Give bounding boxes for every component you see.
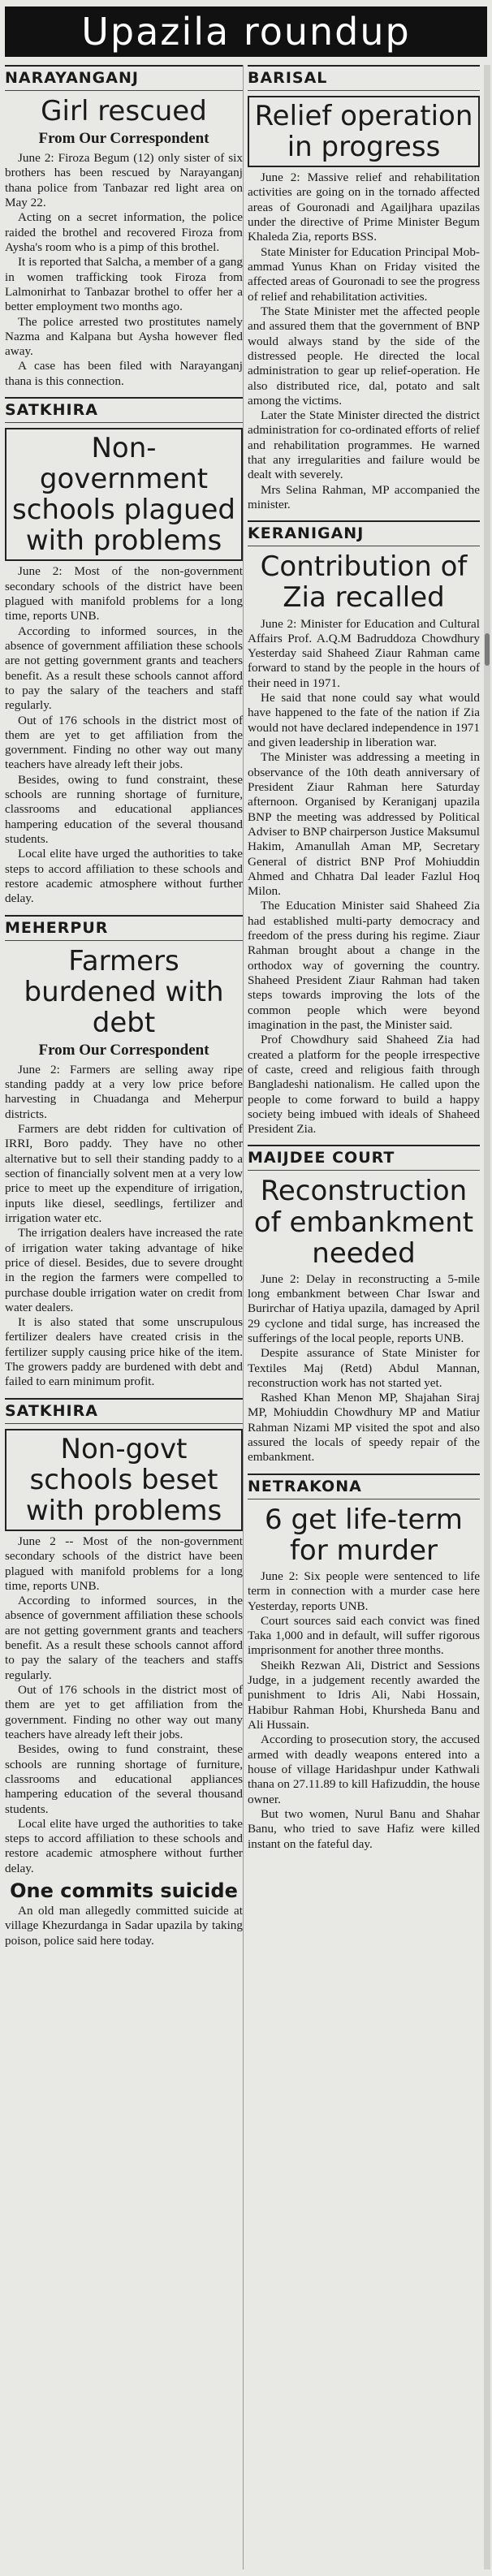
story (248, 65, 480, 512)
column-divider (243, 65, 244, 2570)
paragraph: A case has been filed with Narayanganj thana is this connection. (5, 359, 243, 388)
paragraph: June 2: Farmers are selling away ripe standing paddy at a very low price before harvesting in Chuadanga and Meherpur districts. (5, 1062, 243, 1121)
district-label: NETRAKONA (248, 1474, 480, 1499)
paragraph: According to informed sources, in the absence of government affiliation these schools are not getting government grants and teachers benefit. As a result these schools cannot afford to pay the salary of the teachers and staffs regularly. (5, 1594, 243, 1682)
paragraph: The police arrested two prostitutes namely Nazma and Kalpana but Aysha however fled away. (5, 314, 243, 359)
vertical-scrollbar[interactable] (484, 65, 490, 2570)
paragraph: June 2: Massive relief and rehabilitation activities are going on in the tornado affected areas of Gouronadi and Agailjhara upazilas under the directive of Prime Minister Begum Khaleda Zia, reports BSS. (248, 170, 480, 244)
district-label: SATKHIRA (5, 1398, 243, 1424)
district-label: MAIJDEE COURT (248, 1145, 480, 1171)
paragraph: June 2: Six people were sentenced to life term in connection with a murder case here Yesterday, reports UNB. (248, 1568, 480, 1613)
story (5, 915, 243, 1390)
paragraph: Court sources said each convict was fined Taka 1,000 and in default, will suffer rigorous imprisonment for another three months. (248, 1613, 480, 1658)
paragraph: Local elite have urged the authorities to take steps to accord affiliation to these schools and restore academic atmosphere without further delay. (5, 847, 243, 906)
paragraph: June 2: Firoza Begum (12) only sister of six brothers has been rescued by Narayanganj thana police from Tanbazar red light area on May 22. (5, 151, 243, 210)
paragraph: He said that none could say what would have happened to the fate of the nation if Zia would not have declared independence in 1971 and given leadership in liberation war. (248, 691, 480, 749)
paragraph: The State Minister met the affected people and assured them that the government of BNP would always stand by the side of the distressed people. He directed the local administration to gear up relief-operation. He also distributed rice, dal, potato and salt among the victims. (248, 304, 480, 408)
story (248, 1474, 480, 1852)
district-label: NARAYANGANJ (5, 65, 243, 91)
paragraph: June 2: Delay in reconstructing a 5-mile long embankment between Char Iswar and Burirchar of Hatiya upazila, damaged by April 29 cyclone and tidal surge, has increased the sufferings of the local people, reports UNB. (248, 1271, 480, 1345)
paragraph: Rashed Khan Menon MP, Shajahan Siraj MP, Mohiuddin Chowdhury MP and Matiur Rahman Nizami MP visited the spot and also assured the locals of speedy repair of the embankment. (248, 1391, 480, 1465)
scrollbar-thumb[interactable] (485, 633, 490, 666)
story (248, 1145, 480, 1465)
paragraph: It is reported that Salcha, a member of a gang in women trafficking took Firoza from Lalmonirhat to Tanbazar brothel to offer her a better employment two months ago. (5, 255, 243, 314)
district-label: MEHERPUR (5, 915, 243, 941)
district-label: KERANIGANJ (248, 520, 480, 546)
paragraph: Besides, owing to fund constraint, these schools are running shortage of furniture, classrooms and educational appliances hampering education of the several thousand students. (5, 772, 243, 847)
paragraph: Besides, owing to fund constraint, these schools are running shortage of furniture, classrooms and educational appliances hampering education of the several thousand students. (5, 1742, 243, 1816)
story (5, 1398, 243, 1948)
paragraph: The Education Minister said Shaheed Zia had established multi-party democracy and freedom of the press during his regime. Ziaur Rahman brought about a change in the orthodox way of governing the country. Shaheed President Ziaur Rahman had taken steps towards improving the lots of the common people which were beyond imagination in the past, the Minister said. (248, 899, 480, 1032)
headline: Non-govt schools beset with problems (5, 1429, 243, 1531)
headline: Relief operation in progress (248, 96, 480, 167)
paragraph: But two women, Nurul Banu and Shahar Banu, who tried to save Hafiz were killed instant on the fateful day. (248, 1806, 480, 1851)
headline: Reconstruction of embankment needed (253, 1175, 474, 1270)
byline: From Our Correspondent (38, 130, 209, 148)
paragraph: June 2: Most of the non-government secondary schools of the district have been plagued with manifold problems for a long time, reports UNB. (5, 564, 243, 624)
paragraph: Farmers are debt ridden for cultivation of IRRI, Boro paddy. They have no other alternative but to sell their standing paddy to a section of financially solvent men at a very low price to meet up the expenditure of irrigation, inputs like diesel, seedlings, fertilizer and irrigation water etc. (5, 1122, 243, 1225)
paragraph: June 2 -- Most of the non-government secondary schools of the district have been plagued with manifold problems for a long time, reports UNB. (5, 1534, 243, 1593)
paragraph: Out of 176 schools in the district most of them are yet to get affiliation from the government. Finding no other way out many teachers have already left their jobs. (5, 1683, 243, 1741)
left-column (5, 65, 243, 1957)
paragraph: According to informed sources, in the absence of government affiliation these schools are not getting government grants and teachers benefit. As a result these schools cannot afford to pay the salary of the teachers and staff regularly. (5, 624, 243, 713)
subheadline: One commits suicide (10, 1879, 238, 1903)
story (5, 397, 243, 907)
paragraph: The irrigation dealers have increased the rate of irrigation water taking advantage of hike price of diesel. Besides, due to severe drought in the region the farmers were compelled to purchase double irrigation water on credit from water dealers. (5, 1226, 243, 1314)
paragraph: Later the State Minister directed the district administration for co-ordinated efforts of relief and rehabilitation programmes. He warned that any irregularities and failure would be dealt with severely. (248, 408, 480, 482)
paragraph: Despite assurance of State Minister for Textiles Maj (Retd) Abdul Mannan, reconstruction work has not started yet. (248, 1346, 480, 1390)
headline: Non-government schools plagued with problems (5, 428, 243, 561)
district-label: BARISAL (248, 65, 480, 91)
section-banner: Upazila roundup (5, 6, 487, 57)
paragraph: The Minister was addressing a meeting in observance of the 10th death anniversary of President Ziaur Rahman here Saturday afternoon. Organised by Keraniganj upazila BNP the meeting was addressed by Political Adviser to BNP chairperson Justice Maksumul Hakim, Amanullah Aman MP, Secretary General of district BNP Prof Mohiuddin Ahmed and Chhatra Dal leader Fazlul Hoq Milon. (248, 750, 480, 899)
right-column (248, 65, 480, 1860)
paragraph: Mrs Selina Rahman, MP accompanied the minister. (248, 482, 480, 512)
paragraph: Sheikh Rezwan Ali, District and Sessions Judge, in a judgement recently awarded the punishment to Idris Ali, Nabi Hossain, Habibur Rahman Hobi, Khursheda Banu and Ali Hussain. (248, 1658, 480, 1732)
paragraph: According to prosecution story, the accused armed with deadly weapons entered into a house of village Haridashpur under Kathwali thana on 27.11.89 to kill Hafizuddin, the house owner. (248, 1732, 480, 1806)
byline: From Our Correspondent (38, 1041, 209, 1059)
paragraph: Out of 176 schools in the district most of them are yet to get affiliation from the government. Finding no other way out many teachers have already left their jobs. (5, 713, 243, 772)
headline: Contribution of Zia recalled (260, 550, 468, 615)
paragraph: June 2: Minister for Education and Cultural Affairs Prof. A.Q.M Badruddoza Chowdhury Yesterday said Shaheed Ziaur Rahman came forward to stand by the people in the hours of their need in 1971. (248, 616, 480, 690)
story (248, 520, 480, 1137)
paragraph: Prof Chowdhury said Shaheed Zia had created a platform for the people irrespective of caste, creed and religious faith through Bangladeshi nationalism. He called upon the people to come forward to build a happy society being imbued with ideals of Shaheed President Zia. (248, 1033, 480, 1137)
district-label: SATKHIRA (5, 397, 243, 423)
paragraph: An old man allegedly committed suicide at village Khezurdanga in Sadar upazila by taking poison, police said here today. (5, 1904, 243, 1948)
paragraph: It is also stated that some unscrupulous fertilizer dealers have created crisis in the fertilizer supply causing price hike of the item. The growers paddy are burdened with debt and failed to earn minimum profit. (5, 1315, 243, 1389)
headline: Farmers burdened with debt (24, 944, 224, 1039)
paragraph: Acting on a secret information, the police raided the brothel and recovered Firoza from Aysha's room who is a pimp of this brothel. (5, 210, 243, 254)
headline: Girl rescued (41, 95, 207, 127)
paragraph: State Minister for Education Principal Mob-ammad Yunus Khan on Friday visited the affected areas of Gouronadi to see the progress of relief and rehabilitation activities. (248, 244, 480, 304)
story (5, 65, 243, 389)
headline: 6 get life-term for murder (265, 1503, 463, 1567)
paragraph: Local elite have urged the authorities to take steps to accord affiliation to these schools and restore academic atmosphere without further delay. (5, 1816, 243, 1875)
